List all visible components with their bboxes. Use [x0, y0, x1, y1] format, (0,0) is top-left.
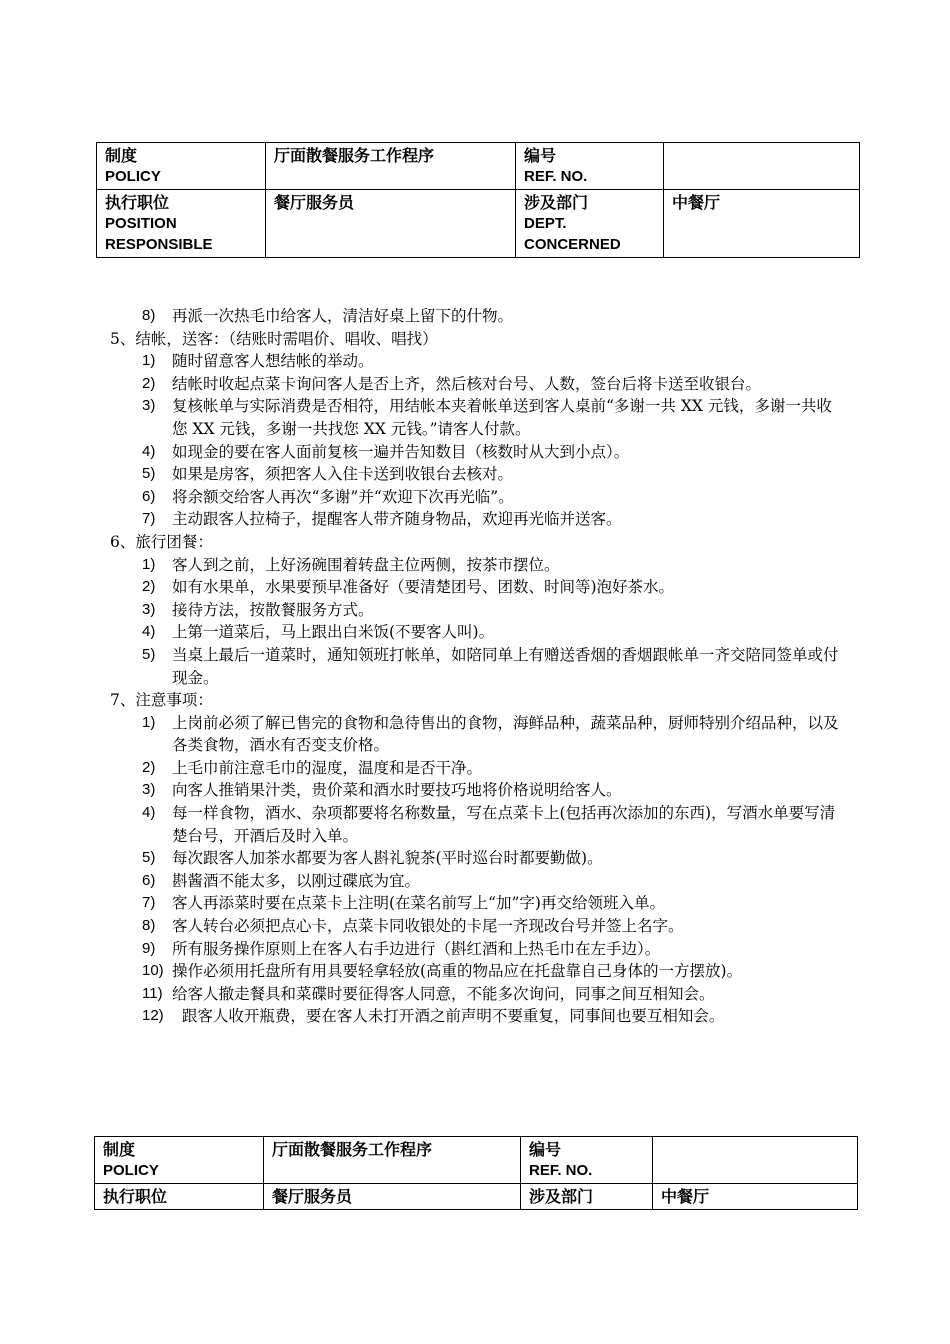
- footer-policy-label-cell: [95, 1137, 264, 1184]
- list-item: [110, 1005, 845, 1028]
- item-text: 接待方法，按散餐服务方式。: [172, 600, 374, 619]
- item-text: 给客人撤走餐具和菜碟时要征得客人同意，不能多次询问，同事之间互相知会。: [172, 984, 715, 1003]
- item-text: 客人转台必须把点心卡，点菜卡同收银处的卡尾一齐现改台号并签上名字。: [172, 917, 684, 936]
- footer-ref-label-zh: 编号: [529, 1140, 562, 1159]
- list-item: [110, 938, 845, 961]
- item-text: 复核帐单与实际消费是否相符，用结帐本夹着帐单送到客人桌前“多谢一共 XX 元钱，多谢一共收您 XX 元钱，多谢一共找您 XX 元钱。”请客人付款。: [172, 397, 832, 438]
- ref-label-zh: 编号: [524, 146, 557, 165]
- item-text: 客人到之前，上好汤碗围着转盘主位两侧，按茶市摆位。: [172, 555, 560, 574]
- footer-ref-label-en: REF. NO.: [529, 1162, 593, 1179]
- dept-label-zh: 涉及部门: [524, 193, 589, 212]
- item-number: 3): [142, 397, 156, 415]
- item-number: 6): [142, 871, 156, 889]
- footer-ref-label-cell: [521, 1137, 653, 1184]
- policy-label-cell: [97, 143, 266, 190]
- position-label-en1: POSITION: [105, 215, 177, 232]
- footer-policy-title: 厅面散餐服务工作程序: [272, 1140, 433, 1159]
- item-number: 7): [142, 894, 156, 912]
- item-text: 每次跟客人加茶水都要为客人斟礼貌茶(平时巡台时都要勤做)。: [172, 849, 603, 868]
- item-number: 5): [142, 849, 156, 867]
- section-title: 5、结帐，送客：（结账时需唱价、唱收、唱找）: [110, 329, 438, 348]
- item-text: 主动跟客人拉椅子，提醒客人带齐随身物品，欢迎再光临并送客。: [172, 510, 622, 529]
- dept-label-en1: DEPT.: [524, 215, 567, 232]
- ref-label-en: REF. NO.: [524, 168, 588, 185]
- footer-policy-label-zh: 制度: [103, 1140, 136, 1159]
- position-value-cell: [266, 190, 516, 258]
- dept-value: 中餐厅: [672, 193, 721, 212]
- item-number: 2): [142, 758, 156, 776]
- dept-label-cell: [516, 190, 664, 258]
- item-text: 随时留意客人想结帐的举动。: [172, 352, 374, 371]
- footer-policy-title-cell: [264, 1137, 521, 1184]
- list-item: [110, 463, 845, 486]
- item-text: 客人再添菜时要在点菜卡上注明(在菜名前写上“加”字)再交给领班入单。: [172, 894, 665, 913]
- footer-position-value-cell: [264, 1184, 521, 1210]
- footer-ref-value-cell: [653, 1137, 858, 1184]
- item-text: 跟客人收开瓶费，要在客人未打开酒之前声明不要重复，同事间也要互相知会。: [172, 1007, 725, 1026]
- list-item: [110, 802, 845, 847]
- item-text: 如有水果单，水果要预早准备好（要清楚团号、团数、时间等)泡好茶水。: [172, 578, 675, 597]
- list-item: [110, 373, 845, 396]
- section-title: 7、注意事项：: [110, 691, 213, 710]
- item-number: 3): [142, 600, 156, 618]
- list-item: [110, 350, 845, 373]
- list-item: [110, 847, 845, 870]
- item-number: 1): [142, 555, 156, 573]
- item-text: 如现金的要在客人面前复核一遍并告知数目（核数时从大到小点）。: [172, 442, 630, 461]
- policy-title-cell: [266, 143, 516, 190]
- footer-dept-label-zh: 涉及部门: [529, 1187, 594, 1206]
- item-text: 将余额交给客人再次“多谢”并“欢迎下次再光临”。: [172, 487, 514, 506]
- footer-dept-value: 中餐厅: [661, 1187, 710, 1206]
- footer-dept-label-cell: [521, 1184, 653, 1210]
- list-item: [110, 621, 845, 644]
- list-item: [110, 441, 845, 464]
- list-item: [110, 892, 845, 915]
- ref-label-cell: [516, 143, 664, 190]
- item-number: 5): [142, 465, 156, 483]
- item-number: 11): [142, 984, 163, 1002]
- list-item: [110, 508, 845, 531]
- procedure-content: [110, 305, 845, 1028]
- list-item: [110, 644, 845, 689]
- item-number: 4): [142, 442, 156, 460]
- list-item: [110, 960, 845, 983]
- item-number: 12): [142, 1007, 164, 1025]
- footer-table: [94, 1136, 858, 1210]
- item-number: 3): [142, 781, 156, 799]
- item-text: 如果是房客，须把客人入住卡送到收银台去核对。: [172, 465, 514, 484]
- item-number: 10): [142, 962, 164, 980]
- item-text: 结帐时收起点菜卡询问客人是否上齐，然后核对台号、人数，签台后将卡送至收银台。: [172, 374, 762, 393]
- list-item: [110, 576, 845, 599]
- item-text: 上第一道菜后，马上跟出白米饭(不要客人叫)。: [172, 623, 495, 642]
- item-text: 再派一次热毛巾给客人，清洁好桌上留下的什物。: [172, 307, 514, 325]
- list-item: [110, 779, 845, 802]
- item-text: 操作必须用托盘所有用具要轻拿轻放(高重的物品应在托盘靠自己身体的一方摆放)。: [172, 962, 743, 981]
- item-number: 8): [142, 307, 156, 324]
- position-label-en2: RESPONSIBLE: [105, 236, 213, 253]
- item-text: 所有服务操作原则上在客人右手边进行（斟红酒和上热毛巾在左手边）。: [172, 939, 661, 958]
- item-number: 5): [142, 645, 156, 663]
- item-text: 斟酱酒不能太多，以刚过碟底为宜。: [172, 871, 421, 890]
- dept-value-cell: [664, 190, 860, 258]
- item-text: 上岗前必须了解已售完的食物和急待售出的食物，海鲜品种，蔬菜品种，厨师特别介绍品种，以及各类食物，酒水有否变支价格。: [172, 713, 839, 755]
- dept-label-en2: CONCERNED: [524, 236, 621, 253]
- item-text: 每一样食物，酒水、杂项都要将名称数量，写在点菜卡上(包括再次添加的东西)，写酒水单要写清楚台号，开酒后及时入单。: [172, 804, 836, 845]
- item-number: 1): [142, 352, 156, 370]
- list-item: [110, 486, 845, 509]
- position-label-cell: [97, 190, 266, 258]
- list-item: [110, 554, 845, 577]
- policy-label-en: POLICY: [105, 168, 161, 185]
- list-item: [110, 395, 845, 440]
- item-number: 7): [142, 510, 156, 528]
- header-table: [96, 142, 860, 258]
- list-item: [110, 305, 845, 328]
- list-item: [110, 915, 845, 938]
- item-number: 2): [142, 578, 156, 596]
- item-number: 1): [142, 713, 156, 731]
- list-item: [110, 870, 845, 893]
- footer-policy-label-en: POLICY: [103, 1162, 159, 1179]
- list-item: [110, 757, 845, 780]
- list-item: [110, 712, 845, 757]
- item-text: 当桌上最后一道菜时，通知领班打帐单，如陪同单上有赠送香烟的香烟跟帐单一齐交陪同签单或付现金。: [172, 645, 839, 687]
- footer-position-label-zh: 执行职位: [103, 1187, 168, 1206]
- position-label-zh: 执行职位: [105, 193, 170, 212]
- section-title: 6、旅行团餐：: [110, 532, 213, 551]
- item-number: 8): [142, 917, 156, 935]
- item-number: 2): [142, 374, 156, 392]
- list-item: [110, 599, 845, 622]
- policy-title: 厅面散餐服务工作程序: [274, 146, 435, 165]
- item-number: 9): [142, 939, 156, 957]
- item-text: 上毛巾前注意毛巾的湿度，温度和是否干净。: [172, 758, 483, 777]
- policy-label-zh: 制度: [105, 146, 138, 165]
- position-value: 餐厅服务员: [274, 193, 355, 212]
- footer-position-label-cell: [95, 1184, 264, 1210]
- item-number: 6): [142, 487, 156, 505]
- ref-value-cell: [664, 143, 860, 190]
- list-item: [110, 983, 845, 1006]
- footer-position-value: 餐厅服务员: [272, 1187, 353, 1206]
- item-text: 向客人推销果汁类，贵价菜和酒水时要技巧地将价格说明给客人。: [172, 781, 622, 800]
- item-number: 4): [142, 623, 156, 641]
- footer-dept-value-cell: [653, 1184, 858, 1210]
- item-number: 4): [142, 804, 156, 822]
